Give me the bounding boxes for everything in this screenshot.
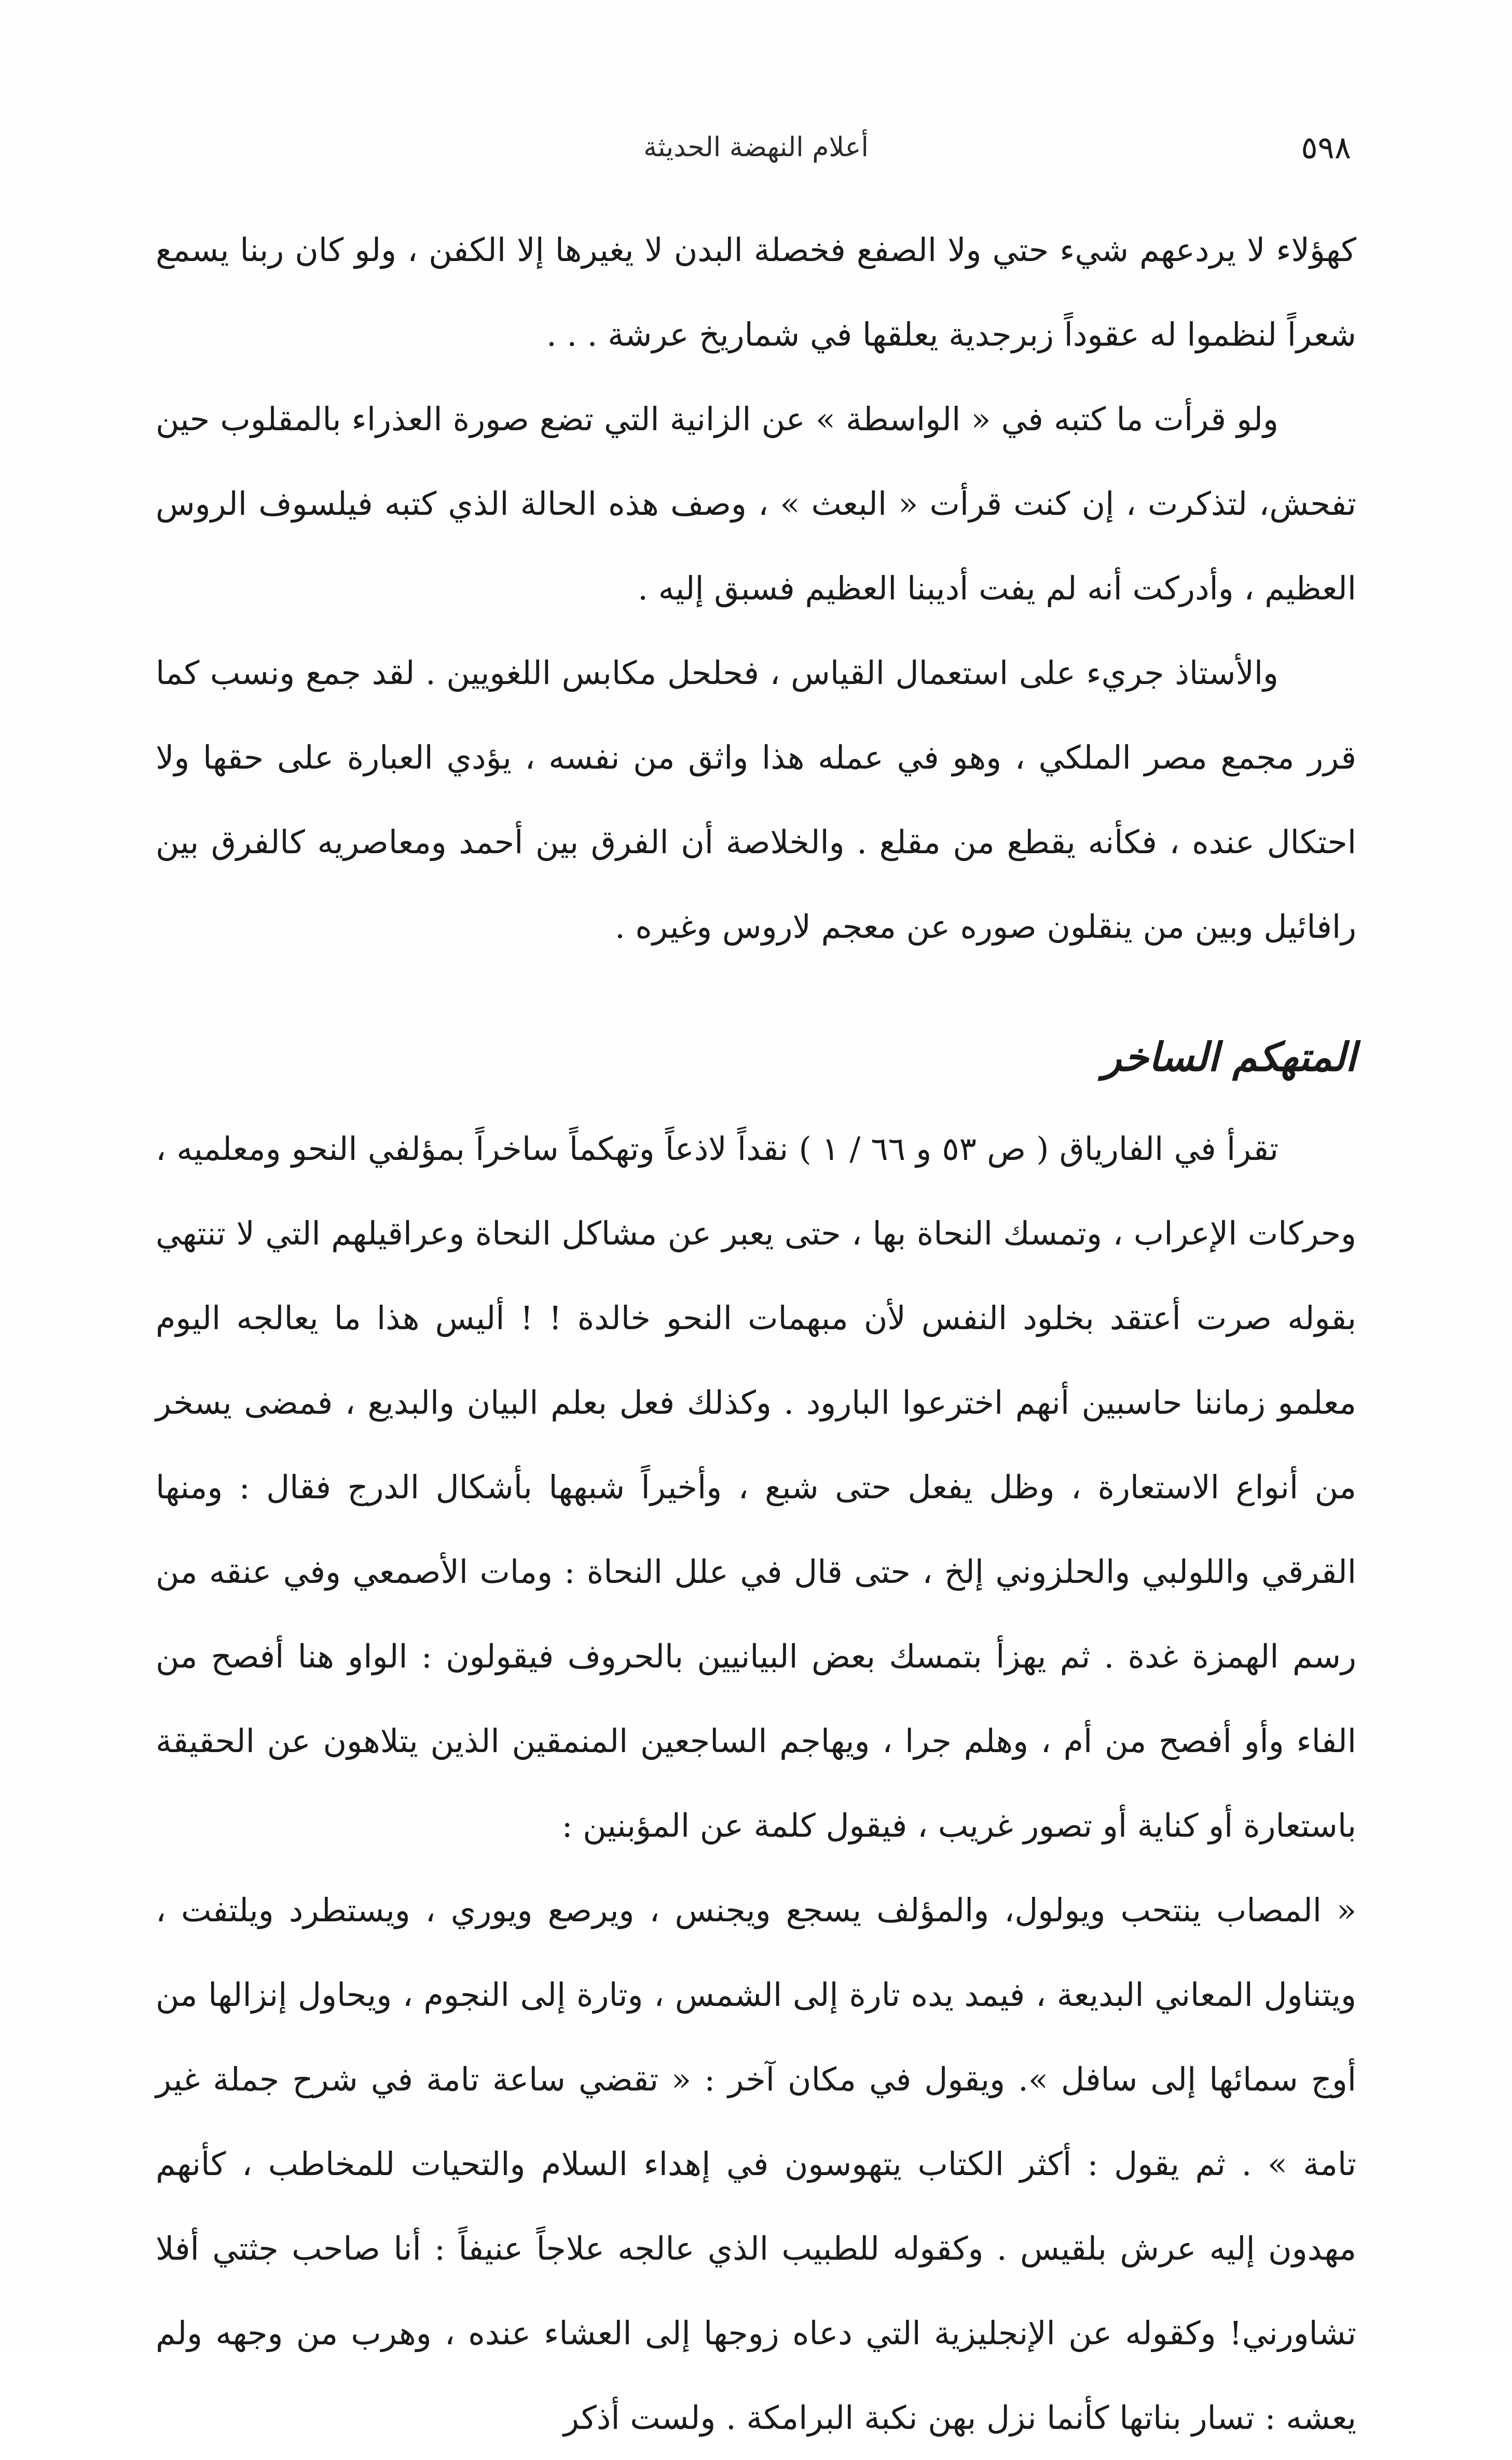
paragraph: تقرأ في الفارياق ( ص ٥٣ و ٦٦ / ١ ) نقداً لاذعاً وتهكماً ساخراً بمؤلفي النحو ومعلميه ، وحركات الإعراب ، وتمسك النحاة بها ، حتى يعبر عن مشاكل النحاة وعراقيلهم التي لا تنتهي بقوله صرت أعتقد بخلود النفس لأن مبهمات النحو خالدة ! ! أليس هذا ما يعالجه اليوم معلمو زماننا حاسبين أنهم اخترعوا البارود . وكذلك فعل بعلم البيان والبديع ، فمضى يسخر من أنواع الاستعارة ، وظل يفعل حتى شبع ، وأخيراً شبهها بأشكال الدرج فقال : ومنها القرقي واللولبي والحلزوني إلخ ، حتى قال في علل النحاة : ومات الأصمعي وفي عنقه من رسم الهمزة غدة . ثم يهزأ بتمسك بعض البيانيين بالحروف فيقولون : الواو هنا أفصح من الفاء وأو أفصح من أم ، وهلم جرا ، ويهاجم الساجعين المنمقين الذين يتلاهون عن الحقيقة باستعارة أو كناية أو تصور غريب ، فيقول كلمة عن المؤبنين : [156,1130,1356,1844]
section-heading: المتهكم الساخر [1102,1034,1356,1080]
running-header [156,119,1356,176]
running-title: أعلام النهضة الحديثة [643,132,869,163]
paragraph: ولو قرأت ما كتبه في « الواسطة » عن الزانية التي تضع صورة العذراء بالمقلوب حين تفحش، لتذكرت ، إن كنت قرأت « البعث » ، وصف هذه الحالة الذي كتبه فيلسوف الروس العظيم ، وأدركت أنه لم يفت أديبنا العظيم فسبق إليه . [156,400,1356,607]
paragraph: والأستاذ جريء على استعمال القياس ، فحلحل مكابس اللغويين . لقد جمع ونسب كما قرر مجمع مصر الملكي ، وهو في عمله هذا واثق من نفسه ، يؤدي العبارة على حقها ولا احتكال عنده ، فكأنه يقطع من مقلع . والخلاصة أن الفرق بين أحمد ومعاصريه كالفرق بين رافائيل وبين من ينقلون صوره عن معجم لاروس وغيره . [156,654,1356,946]
page-number: ٥٩٨ [1301,130,1351,166]
paragraph: كهؤلاء لا يردعهم شيء حتي ولا الصفع فخصلة البدن لا يغيرها إلا الكفن ، ولو كان ربنا يسمع شعراً لنظموا له عقوداً زبرجدية يعلقها في شماريخ عرشة . . . [156,231,1356,353]
quoted-paragraph: « المصاب ينتحب ويولول، والمؤلف يسجع ويجنس ، ويرصع ويوري ، ويستطرد ويلتفت ، ويتناول المعاني البديعة ، فيمد يده تارة إلى الشمس ، وتارة إلى النجوم ، ويحاول إنزالها من أوج سمائها إلى سافل ». ويقول في مكان آخر : « تقضي ساعة تامة في شرح جملة غير تامة » . ثم يقول : أكثر الكتاب يتهوسون في إهداء السلام والتحيات للمخاطب ، كأنهم مهدون إليه عرش بلقيس . وكقوله للطبيب الذي عالجه علاجاً عنيفاً : أنا صاحب جثتي أفلا تشاورني! وكقوله عن الإنجليزية التي دعاه زوجها إلى العشاء عنده ، وهرب من وجهه ولم يعشه : تسار بناتها كأنما نزل بهن نكبة البرامكة . ولست أذكر [156,1891,1356,2437]
body-text [156,208,1356,2460]
